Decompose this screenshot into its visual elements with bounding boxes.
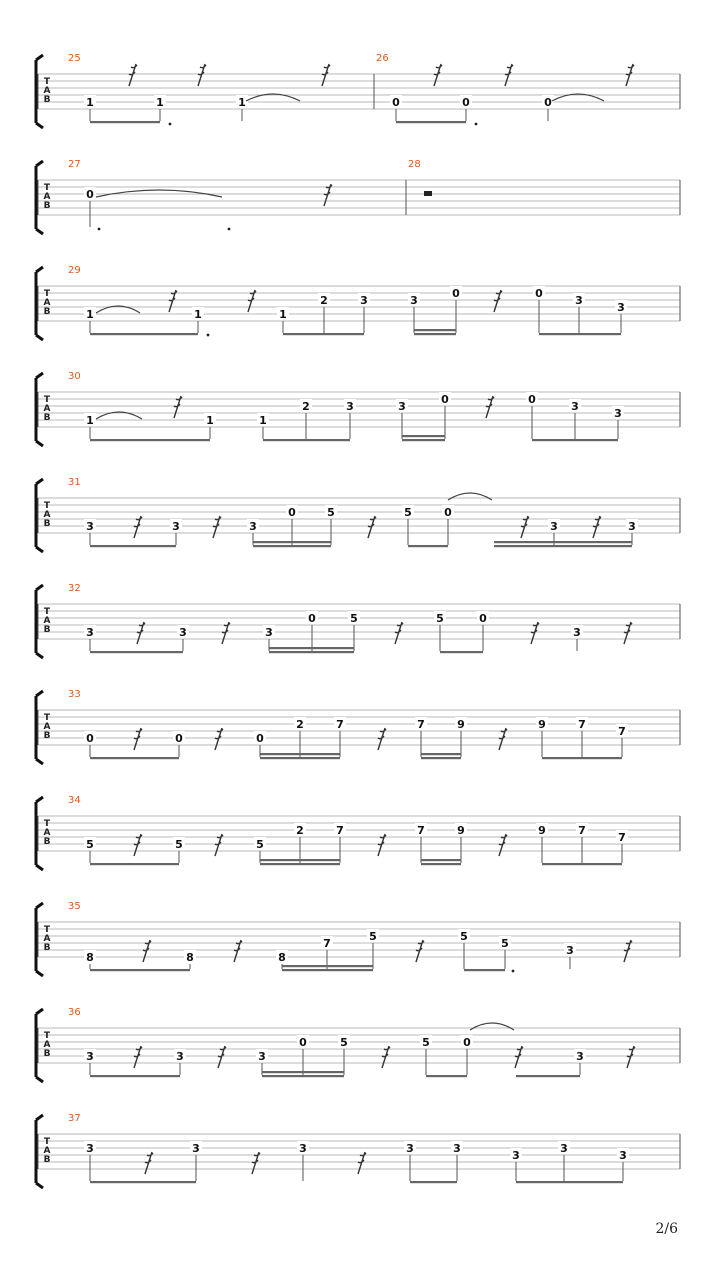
fret-number: 2	[302, 400, 310, 413]
fret-number: 0	[462, 96, 470, 109]
fret-number: 2	[296, 718, 304, 731]
bar-number: 33	[68, 689, 81, 700]
fret-number: 3	[619, 1149, 627, 1162]
fret-number: 3	[192, 1142, 200, 1155]
fret-number: 0	[288, 506, 296, 519]
dot	[169, 123, 172, 126]
beam	[90, 969, 190, 971]
fret-number: 3	[560, 1142, 568, 1155]
fret-number: 5	[404, 506, 412, 519]
beam	[263, 439, 350, 441]
beam	[260, 753, 340, 755]
fret-number: 0	[308, 612, 316, 625]
bar-number: 31	[68, 477, 81, 488]
system-bracket	[36, 585, 43, 658]
tab-clef-letter: T	[43, 183, 51, 193]
fret-number: 1	[238, 96, 246, 109]
system-bracket	[36, 267, 43, 340]
fret-number: 1	[86, 414, 94, 427]
system-bracket	[36, 479, 43, 552]
beam	[90, 1181, 196, 1183]
tab-clef-letter: T	[43, 819, 51, 829]
fret-number: 2	[296, 824, 304, 837]
fret-number: 0	[175, 732, 183, 745]
beam	[90, 757, 179, 759]
fret-number: 3	[628, 520, 636, 533]
beam	[253, 545, 331, 547]
system-bracket	[36, 691, 43, 764]
beam	[494, 545, 632, 547]
fret-number: 1	[279, 308, 287, 321]
dot	[98, 228, 101, 231]
tab-clef-letter: T	[43, 289, 51, 299]
fret-number: 1	[156, 96, 164, 109]
tab-clef-letter: B	[43, 943, 51, 953]
tab-clef-letter: A	[43, 86, 51, 96]
tab-clef-letter: A	[43, 298, 51, 308]
tab-clef-letter: B	[43, 1155, 51, 1165]
sixteenth-rest	[198, 64, 206, 86]
page-number: 2/6	[655, 1221, 678, 1237]
fret-number: 3	[86, 626, 94, 639]
beam	[90, 333, 198, 335]
fret-number: 7	[323, 937, 331, 950]
tie	[448, 493, 492, 500]
tab-clef-letter: B	[43, 307, 51, 317]
fret-number: 0	[86, 732, 94, 745]
fret-number: 3	[571, 400, 579, 413]
sixteenth-rest	[129, 64, 137, 86]
fret-number: 3	[576, 1050, 584, 1063]
beam	[262, 1075, 344, 1077]
beam	[421, 863, 461, 865]
fret-number: 5	[369, 930, 377, 943]
fret-number: 3	[406, 1142, 414, 1155]
tab-clef-letter: A	[43, 934, 51, 944]
fret-number: 3	[573, 626, 581, 639]
fret-number: 8	[186, 951, 194, 964]
bar-number: 25	[68, 53, 81, 64]
bar-number: 37	[68, 1113, 81, 1124]
fret-number: 3	[86, 1050, 94, 1063]
fret-number: 0	[441, 393, 449, 406]
tab-clef-letter: T	[43, 1137, 51, 1147]
beam	[532, 439, 618, 441]
dot	[512, 970, 515, 973]
half-rest	[424, 191, 432, 196]
tab-clef-letter: A	[43, 510, 51, 520]
system-bracket	[36, 161, 43, 234]
fret-number: 5	[327, 506, 335, 519]
fret-number: 3	[550, 520, 558, 533]
fret-number: 3	[86, 1142, 94, 1155]
fret-number: 1	[86, 96, 94, 109]
system-bracket	[36, 903, 43, 976]
beam	[282, 969, 373, 971]
system-bracket	[36, 1009, 43, 1082]
fret-number: 2	[320, 294, 328, 307]
beam	[494, 541, 632, 543]
beam	[269, 647, 354, 649]
beam	[516, 1181, 623, 1183]
beam	[260, 757, 340, 759]
sixteenth-rest	[626, 64, 634, 86]
fret-number: 3	[172, 520, 180, 533]
fret-number: 3	[617, 301, 625, 314]
dot	[475, 123, 478, 126]
beam	[464, 969, 505, 971]
fret-number: 3	[299, 1142, 307, 1155]
beam	[282, 965, 373, 967]
fret-number: 7	[336, 824, 344, 837]
fret-number: 5	[460, 930, 468, 943]
fret-number: 0	[256, 732, 264, 745]
tab-clef-letter: B	[43, 413, 51, 423]
fret-number: 3	[249, 520, 257, 533]
bar-number: 27	[68, 159, 81, 170]
beam	[408, 545, 448, 547]
tab-clef-letter: A	[43, 1040, 51, 1050]
beam	[516, 1075, 580, 1077]
fret-number: 3	[566, 944, 574, 957]
beam	[90, 651, 183, 653]
dot	[228, 228, 231, 231]
beam	[253, 541, 331, 543]
fret-number: 0	[479, 612, 487, 625]
fret-number: 5	[422, 1036, 430, 1049]
fret-number: 5	[256, 838, 264, 851]
beam	[402, 439, 445, 441]
fret-number: 7	[336, 718, 344, 731]
fret-number: 9	[457, 718, 465, 731]
beam	[90, 439, 210, 441]
beam	[414, 329, 456, 331]
bar-number: 35	[68, 901, 81, 912]
tab-clef-letter: A	[43, 616, 51, 626]
beam	[269, 651, 354, 653]
fret-number: 7	[618, 831, 626, 844]
sixteenth-rest	[505, 64, 513, 86]
dot	[207, 334, 210, 337]
fret-number: 0	[528, 393, 536, 406]
fret-number: 5	[340, 1036, 348, 1049]
fret-number: 7	[578, 824, 586, 837]
fret-number: 9	[457, 824, 465, 837]
fret-number: 7	[417, 718, 425, 731]
tab-clef-letter: B	[43, 837, 51, 847]
beam	[426, 1075, 467, 1077]
beam	[421, 859, 461, 861]
sixteenth-rest	[434, 64, 442, 86]
tab-clef-letter: A	[43, 722, 51, 732]
tab-clef-letter: T	[43, 395, 51, 405]
beam	[402, 435, 445, 437]
fret-number: 1	[206, 414, 214, 427]
bar-number: 34	[68, 795, 81, 806]
beam	[440, 651, 483, 653]
fret-number: 3	[614, 407, 622, 420]
fret-number: 5	[350, 612, 358, 625]
tab-clef-letter: T	[43, 925, 51, 935]
system-bracket	[36, 1115, 43, 1188]
fret-number: 0	[444, 506, 452, 519]
beam	[414, 333, 456, 335]
tie	[470, 1023, 514, 1030]
beam	[283, 333, 364, 335]
fret-number: 7	[417, 824, 425, 837]
beam	[410, 1181, 457, 1183]
tab-clef-letter: T	[43, 501, 51, 511]
fret-number: 1	[259, 414, 267, 427]
bar-number: 29	[68, 265, 81, 276]
tab-clef-letter: A	[43, 192, 51, 202]
beam	[542, 757, 622, 759]
tab-clef-letter: B	[43, 1049, 51, 1059]
fret-number: 0	[392, 96, 400, 109]
tab-clef-letter: B	[43, 625, 51, 635]
fret-number: 7	[618, 725, 626, 738]
tab-clef-letter: B	[43, 519, 51, 529]
fret-number: 3	[410, 294, 418, 307]
bar-number: 36	[68, 1007, 81, 1018]
fret-number: 3	[179, 626, 187, 639]
fret-number: 3	[86, 520, 94, 533]
fret-number: 3	[398, 400, 406, 413]
beam	[421, 753, 461, 755]
beam	[260, 863, 340, 865]
tab-clef-letter: B	[43, 731, 51, 741]
tab-clef-letter: A	[43, 1146, 51, 1156]
bar-number: 32	[68, 583, 81, 594]
system-bracket	[36, 373, 43, 446]
tab-clef-letter: T	[43, 713, 51, 723]
fret-number: 3	[176, 1050, 184, 1063]
fret-number: 7	[578, 718, 586, 731]
fret-number: 9	[538, 718, 546, 731]
bar-number: 26	[376, 53, 389, 64]
fret-number: 0	[452, 287, 460, 300]
fret-number: 5	[86, 838, 94, 851]
beam	[539, 333, 621, 335]
fret-number: 3	[512, 1149, 520, 1162]
fret-number: 5	[436, 612, 444, 625]
tab-clef-letter: B	[43, 95, 51, 105]
system-bracket	[36, 55, 43, 128]
fret-number: 0	[463, 1036, 471, 1049]
fret-number: 1	[194, 308, 202, 321]
beam	[542, 863, 622, 865]
beam	[262, 1071, 344, 1073]
fret-number: 8	[278, 951, 286, 964]
beam	[260, 859, 340, 861]
beam	[396, 121, 466, 123]
beam	[90, 1075, 180, 1077]
beam	[90, 545, 176, 547]
fret-number: 3	[265, 626, 273, 639]
bar-number: 30	[68, 371, 81, 382]
beam	[90, 121, 160, 123]
system-bracket	[36, 797, 43, 870]
fret-number: 3	[258, 1050, 266, 1063]
tab-clef-letter: A	[43, 404, 51, 414]
fret-number: 0	[544, 96, 552, 109]
tab-clef-letter: T	[43, 607, 51, 617]
fret-number: 5	[175, 838, 183, 851]
sixteenth-rest	[322, 64, 330, 86]
tab-clef-letter: T	[43, 1031, 51, 1041]
bar-number: 28	[408, 159, 421, 170]
fret-number: 5	[501, 937, 509, 950]
fret-number: 0	[299, 1036, 307, 1049]
fret-number: 3	[346, 400, 354, 413]
fret-number: 3	[575, 294, 583, 307]
beam	[90, 863, 179, 865]
tab-clef-letter: B	[43, 201, 51, 211]
tab-clef-letter: T	[43, 77, 51, 87]
fret-number: 3	[453, 1142, 461, 1155]
fret-number: 0	[86, 188, 94, 201]
fret-number: 0	[535, 287, 543, 300]
beam	[421, 757, 461, 759]
fret-number: 8	[86, 951, 94, 964]
fret-number: 3	[360, 294, 368, 307]
fret-number: 1	[86, 308, 94, 321]
fret-number: 9	[538, 824, 546, 837]
tab-clef-letter: A	[43, 828, 51, 838]
